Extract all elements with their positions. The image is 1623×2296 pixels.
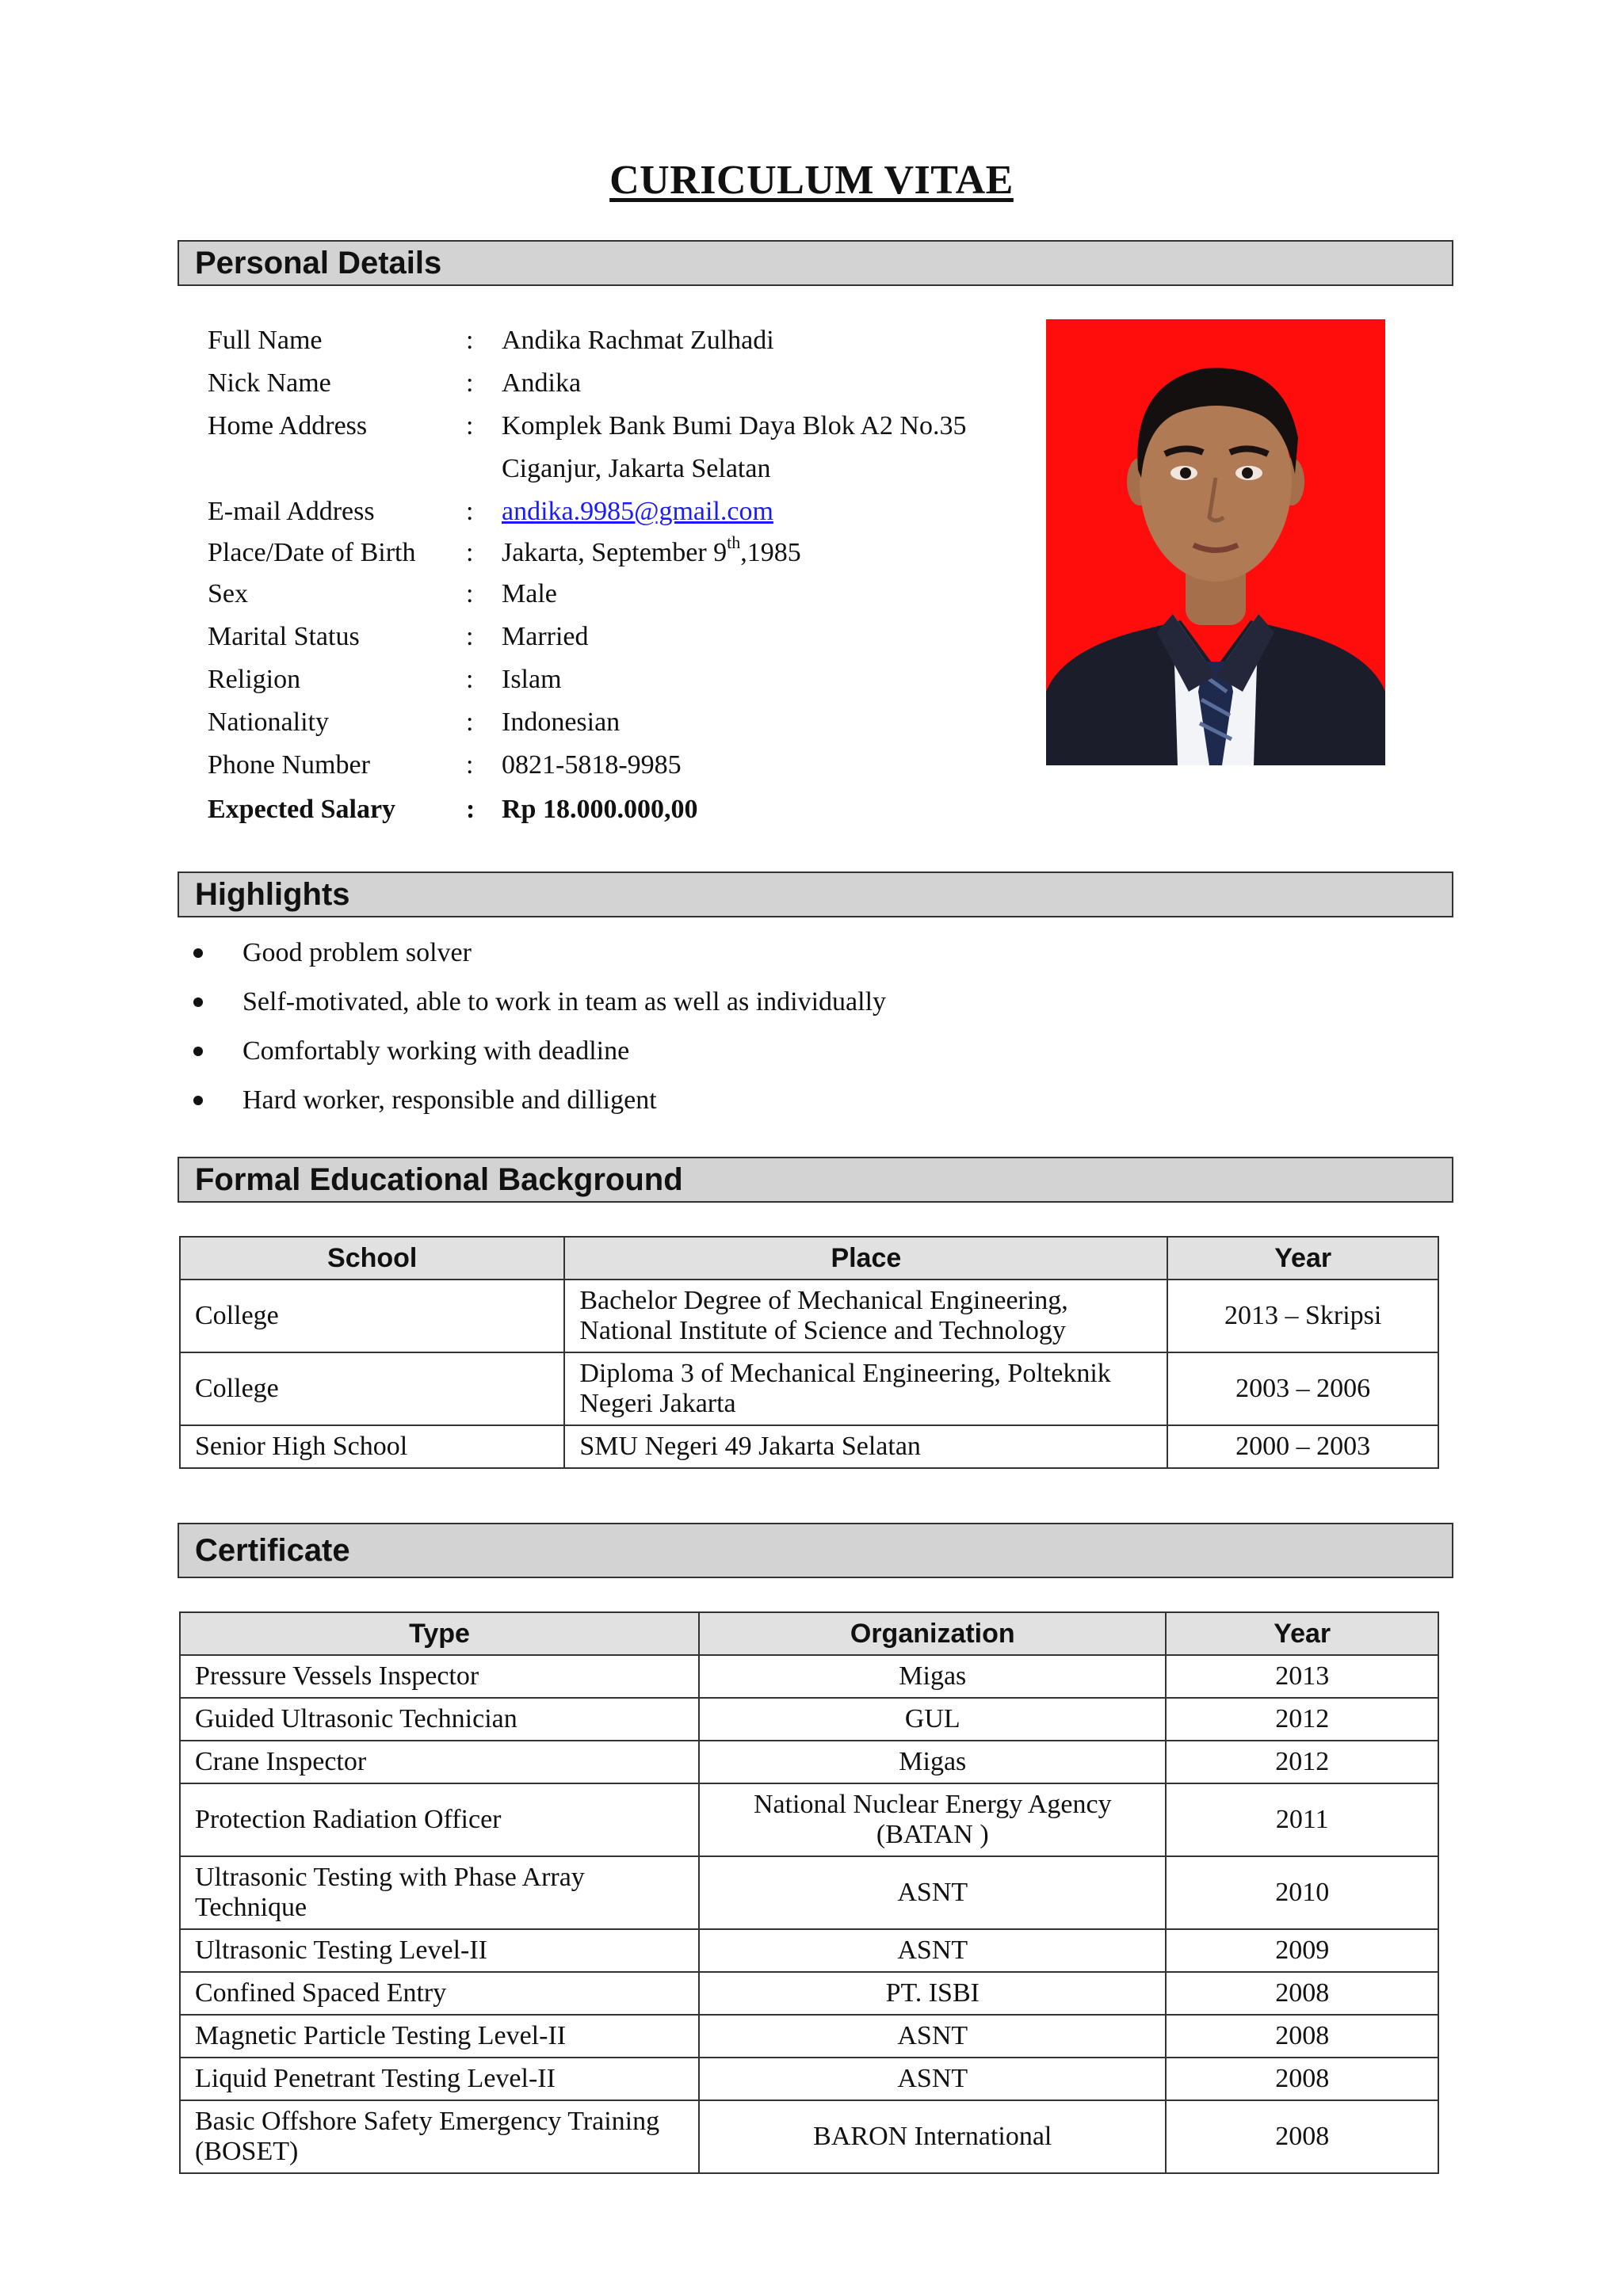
field-colon: : bbox=[466, 538, 474, 567]
cell-type: Guided Ultrasonic Technician bbox=[180, 1698, 699, 1741]
bullet-icon bbox=[193, 1047, 203, 1056]
table-row bbox=[180, 1741, 1438, 1783]
cell-type: Ultrasonic Testing with Phase Array Technique bbox=[180, 1856, 699, 1929]
list-item bbox=[193, 1076, 1382, 1125]
column-header-year: Year bbox=[1166, 1612, 1438, 1655]
field-label: Place/Date of Birth bbox=[208, 538, 416, 567]
highlights-list bbox=[193, 929, 1382, 1125]
list-item-text: Good problem solver bbox=[242, 938, 472, 967]
field-phone-number bbox=[208, 744, 1079, 787]
cell-organization: ASNT bbox=[699, 1856, 1166, 1929]
list-item-text: Self-motivated, able to work in team as well as individually bbox=[242, 987, 887, 1016]
cell-year: 2008 bbox=[1166, 2100, 1438, 2173]
field-value: Male bbox=[502, 579, 557, 608]
field-label: Phone Number bbox=[208, 750, 370, 780]
bullet-icon bbox=[193, 948, 203, 958]
cell-type: Protection Radiation Officer bbox=[180, 1783, 699, 1856]
field-label: Expected Salary bbox=[208, 795, 396, 824]
profile-photo-illustration bbox=[1046, 319, 1385, 765]
field-colon: : bbox=[466, 497, 474, 526]
field-home-address bbox=[208, 405, 1079, 448]
table-row bbox=[180, 2015, 1438, 2058]
field-marital-status bbox=[208, 616, 1079, 658]
column-header-type: Type bbox=[180, 1612, 699, 1655]
column-header-school: School bbox=[180, 1237, 564, 1280]
field-value: Ciganjur, Jakarta Selatan bbox=[502, 454, 771, 483]
section-header-certificate: Certificate bbox=[178, 1523, 1453, 1578]
table-row bbox=[180, 1280, 1438, 1352]
field-colon: : bbox=[466, 579, 474, 608]
field-label: Nationality bbox=[208, 707, 329, 737]
field-colon: : bbox=[466, 411, 474, 441]
birth-ordinal: th bbox=[727, 532, 741, 552]
cell-type: Confined Spaced Entry bbox=[180, 1972, 699, 2015]
field-colon: : bbox=[466, 707, 474, 737]
field-value: Indonesian bbox=[502, 707, 621, 737]
list-item-text: Hard worker, responsible and dilligent bbox=[242, 1085, 657, 1115]
field-value: Rp 18.000.000,00 bbox=[502, 795, 698, 824]
cell-type: Basic Offshore Safety Emergency Training (BOSET) bbox=[180, 2100, 699, 2173]
table-row bbox=[180, 1698, 1438, 1741]
cell-organization: Migas bbox=[699, 1741, 1166, 1783]
cell-year: 2013 bbox=[1166, 1655, 1438, 1698]
birth-prefix: Jakarta, September 9 bbox=[502, 538, 727, 567]
cell-year: 2010 bbox=[1166, 1856, 1438, 1929]
column-header-year: Year bbox=[1167, 1237, 1438, 1280]
table-row bbox=[180, 2100, 1438, 2173]
field-label: Religion bbox=[208, 665, 301, 694]
list-item bbox=[193, 929, 1382, 978]
field-value: Islam bbox=[502, 665, 562, 694]
table-row bbox=[180, 1783, 1438, 1856]
cell-organization: BARON International bbox=[699, 2100, 1166, 2173]
field-place-date-of-birth bbox=[208, 532, 1079, 574]
cell-year: 2008 bbox=[1166, 2058, 1438, 2100]
list-item bbox=[193, 1027, 1382, 1076]
cell-place: Bachelor Degree of Mechanical Engineering, National Institute of Science and Technology bbox=[564, 1280, 1167, 1352]
field-religion bbox=[208, 658, 1079, 701]
field-colon: : bbox=[466, 665, 474, 694]
field-colon: : bbox=[466, 326, 474, 355]
field-nationality bbox=[208, 701, 1079, 744]
field-sex bbox=[208, 573, 1079, 616]
cell-type: Crane Inspector bbox=[180, 1741, 699, 1783]
cell-organization: ASNT bbox=[699, 1929, 1166, 1972]
section-header-education: Formal Educational Background bbox=[178, 1157, 1453, 1203]
table-row bbox=[180, 1352, 1438, 1425]
table-row bbox=[180, 1425, 1438, 1468]
table-row bbox=[180, 1655, 1438, 1698]
table-row bbox=[180, 1929, 1438, 1972]
cell-place: SMU Negeri 49 Jakarta Selatan bbox=[564, 1425, 1167, 1468]
field-colon: : bbox=[466, 795, 475, 824]
section-header-highlights: Highlights bbox=[178, 871, 1453, 917]
cell-type: Liquid Penetrant Testing Level-II bbox=[180, 2058, 699, 2100]
cell-organization: ASNT bbox=[699, 2015, 1166, 2058]
cell-year: 2012 bbox=[1166, 1741, 1438, 1783]
field-nick-name bbox=[208, 362, 1079, 405]
field-value: Komplek Bank Bumi Daya Blok A2 No.35 bbox=[502, 411, 967, 441]
table-row bbox=[180, 1972, 1438, 2015]
field-expected-salary bbox=[208, 788, 1079, 831]
cell-type: Ultrasonic Testing Level-II bbox=[180, 1929, 699, 1972]
bullet-icon bbox=[193, 997, 203, 1007]
cell-organization: GUL bbox=[699, 1698, 1166, 1741]
field-value bbox=[502, 532, 801, 574]
list-item bbox=[193, 978, 1382, 1027]
field-value: Married bbox=[502, 622, 589, 651]
field-colon: : bbox=[466, 750, 474, 780]
cell-organization: National Nuclear Energy Agency (BATAN ) bbox=[699, 1783, 1166, 1856]
cell-organization: ASNT bbox=[699, 2058, 1166, 2100]
cell-year: 2011 bbox=[1166, 1783, 1438, 1856]
field-label: Marital Status bbox=[208, 622, 360, 651]
field-email bbox=[208, 490, 1079, 533]
field-label: Sex bbox=[208, 579, 248, 608]
field-label: Nick Name bbox=[208, 368, 331, 398]
cell-year: 2008 bbox=[1166, 1972, 1438, 2015]
field-value: Andika bbox=[502, 368, 582, 398]
table-row bbox=[180, 2058, 1438, 2100]
cell-year: 2003 – 2006 bbox=[1167, 1352, 1438, 1425]
cell-year: 2000 – 2003 bbox=[1167, 1425, 1438, 1468]
column-header-organization: Organization bbox=[699, 1612, 1166, 1655]
document-title: CURICULUM VITAE bbox=[609, 158, 1014, 203]
field-label: Home Address bbox=[208, 411, 368, 441]
cell-organization: Migas bbox=[699, 1655, 1166, 1698]
section-header-personal-details: Personal Details bbox=[178, 240, 1453, 286]
field-colon: : bbox=[466, 622, 474, 651]
field-full-name bbox=[208, 319, 1079, 362]
certificate-table bbox=[179, 1611, 1439, 2174]
field-value: Andika Rachmat Zulhadi bbox=[502, 326, 774, 355]
field-colon: : bbox=[466, 368, 474, 398]
cell-type: Magnetic Particle Testing Level-II bbox=[180, 2015, 699, 2058]
field-home-address-line2 bbox=[208, 448, 1079, 490]
cell-organization: PT. ISBI bbox=[699, 1972, 1166, 2015]
cell-year: 2012 bbox=[1166, 1698, 1438, 1741]
cell-type: Pressure Vessels Inspector bbox=[180, 1655, 699, 1698]
cell-year: 2013 – Skripsi bbox=[1167, 1280, 1438, 1352]
cell-school: College bbox=[180, 1280, 564, 1352]
field-label: Full Name bbox=[208, 326, 323, 355]
profile-photo bbox=[1046, 319, 1385, 765]
cell-year: 2009 bbox=[1166, 1929, 1438, 1972]
birth-suffix: ,1985 bbox=[740, 538, 801, 567]
email-link[interactable]: andika.9985@gmail.com bbox=[502, 497, 773, 526]
field-value: 0821-5818-9985 bbox=[502, 750, 682, 780]
cell-school: College bbox=[180, 1352, 564, 1425]
table-row bbox=[180, 1856, 1438, 1929]
cell-school: Senior High School bbox=[180, 1425, 564, 1468]
list-item-text: Comfortably working with deadline bbox=[242, 1036, 630, 1066]
column-header-place: Place bbox=[564, 1237, 1167, 1280]
cell-year: 2008 bbox=[1166, 2015, 1438, 2058]
education-table bbox=[179, 1236, 1439, 1469]
cell-place: Diploma 3 of Mechanical Engineering, Polteknik Negeri Jakarta bbox=[564, 1352, 1167, 1425]
field-label: E-mail Address bbox=[208, 497, 375, 526]
bullet-icon bbox=[193, 1096, 203, 1105]
